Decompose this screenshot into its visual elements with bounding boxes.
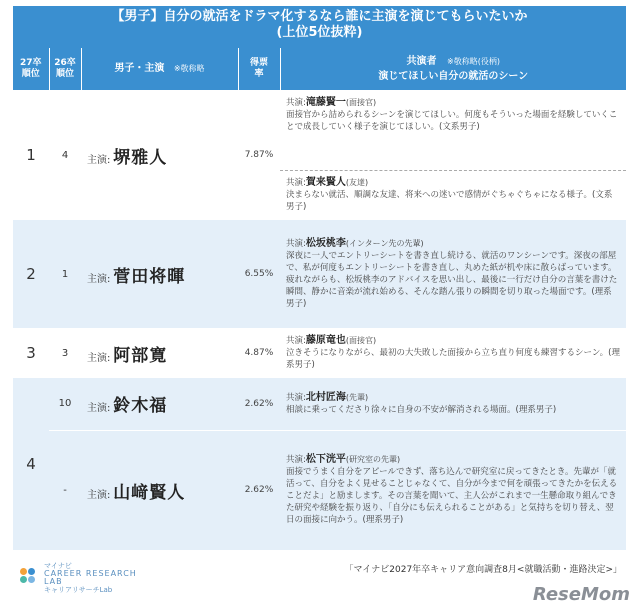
costar-name: 賀来賢人 (305, 177, 346, 188)
costar-role: (面接官) (345, 98, 377, 107)
actor-cell (81, 90, 238, 220)
costar-role: (インターン先の先輩) (345, 239, 424, 248)
scene-text: 面接でうまく自分をアピールできず、落ち込んで研究室に戻ってきたとき。先輩が「就活って、自分をよく見せることじゃなくて、自分が今まで何を頑張ってきたかを伝えることだよ」と励まします。その言葉を聞いて、主人公がこれまで一生懸命取り組んできた研究や経験を振り返り、「自分にも伝えられることがある」と気持ちを切り替え、翌日の面接に向かう。(理系男子) (286, 467, 618, 526)
header-actor-main: 男子・主演 (114, 63, 165, 74)
table-row (13, 328, 626, 378)
costar-block (280, 170, 626, 216)
rank27-cell: 3 (13, 328, 49, 378)
table-row (13, 378, 626, 430)
table-header-row (13, 48, 626, 90)
rank26-cell: 4 (49, 90, 81, 220)
costar-name: 松坂桃李 (305, 238, 346, 249)
costar-cell (280, 90, 626, 220)
header-costar-main: 共演者 (406, 56, 437, 67)
rank26-cell: 1 (49, 220, 81, 328)
score-cell: 4.87% (238, 328, 280, 378)
costar-cell (280, 220, 626, 328)
table-row (13, 220, 626, 328)
ranking-panel (13, 6, 626, 551)
logo-line1: CAREER RESEARCH (44, 569, 137, 578)
costar-label: 共演: (286, 178, 306, 188)
logo-line3: キャリアリサーチLab (44, 586, 113, 594)
actor-name: 菅田将暉 (113, 266, 186, 287)
scene-text: 相談に乗ってくださり徐々に自身の不安が解消される場面。(理系男子) (286, 404, 557, 415)
title-line-2: (上位5位抜粋) (276, 25, 363, 40)
logo-small-text: マイナビ (44, 562, 72, 570)
source-citation: 「マイナビ2027年卒キャリア意向調査8月<就職活動・進路決定>」 (344, 565, 622, 575)
costar-name: 藤原竜也 (305, 335, 346, 346)
costar-cell (280, 378, 626, 430)
title-line-1: 【男子】自分の就活をドラマ化するなら誰に主演を演じてもらいたいか (111, 9, 528, 24)
header-costar-line2: 演じてほしい自分の就活のシーン (378, 71, 529, 82)
scene-text: 決まらない就活、順調な友達、将来への迷いで感情がぐちゃぐちゃになる様子。(文系男子) (286, 190, 613, 212)
costar-label: 共演: (286, 392, 306, 403)
actor-name: 山﨑賢人 (113, 482, 186, 503)
costar-label: 共演: (286, 336, 306, 346)
costar-role: (面接官) (345, 336, 377, 345)
costar-label: 共演: (286, 455, 306, 466)
scene-text: 面接官から詰められるシーンを演じてほしい。何度もそういった場面を経験していくことで成長していく様子を演じてほしい。(文系男子) (286, 110, 618, 132)
actor-label: 主演: (87, 352, 111, 364)
header-actor-note: ※敬称略 (173, 64, 205, 73)
costar-label: 共演: (286, 98, 306, 108)
career-research-lab-logo (20, 562, 137, 594)
actor-label: 主演: (87, 273, 111, 285)
costar-label: 共演: (286, 239, 306, 249)
header-costar (280, 48, 626, 90)
costar-name: 松下洸平 (305, 454, 346, 466)
header-actor (81, 48, 238, 90)
header-score-line1: 得票 (249, 58, 268, 68)
header-rank27-line1: 27卒 (19, 58, 42, 68)
costar-role: (先輩) (345, 392, 369, 402)
actor-cell (81, 378, 238, 430)
table-title (13, 6, 626, 48)
footer (0, 556, 640, 613)
rank26-cell: 3 (49, 328, 81, 378)
header-rank27 (13, 48, 49, 90)
header-rank26-line1: 26卒 (54, 58, 76, 68)
rank27-cell: 2 (13, 220, 49, 328)
scene-text: 泣きそうになりながら、最初の大失敗した面接から立ち直り何度も練習するシーン。(理系男子) (286, 348, 620, 370)
header-score-line2: 率 (254, 69, 264, 79)
rank27-cell: 1 (13, 90, 49, 220)
table-row (13, 430, 626, 550)
costar-name: 滝藤賢一 (305, 97, 346, 108)
actor-name: 堺雅人 (113, 147, 168, 168)
scene-text: 深夜に一人でエントリーシートを書き直し続ける、就活のワンシーンです。深夜の部屋で、私が何度もエントリーシートを書き直し、丸めた紙が机や床に散らばっています。疲れながらも、松坂桃李のアドバイスを思い出し、最後に一行だけ自分の言葉を書けた瞬間、静かに音楽が流れ始める、そんな踏ん張りの瞬間を切り取った場面です。(理系男子) (286, 251, 618, 309)
actor-name: 阿部寛 (113, 345, 168, 366)
costar-name: 北村匠海 (305, 391, 346, 403)
actor-cell (81, 430, 238, 550)
costar-role: (研究室の先輩) (345, 455, 401, 465)
ranking-table (13, 48, 626, 551)
actor-cell (81, 328, 238, 378)
costar-cell (280, 430, 626, 550)
header-costar-note: ※敬称略(役柄) (447, 57, 500, 66)
score-cell: 2.62% (238, 378, 280, 430)
costar-role: (友達) (345, 178, 369, 187)
header-rank27-line2: 順位 (21, 69, 40, 79)
actor-name: 鈴木福 (113, 396, 168, 417)
costar-cell (280, 328, 626, 378)
rank27-cell: 4 (13, 378, 49, 550)
logo-dots-icon (20, 568, 40, 588)
rank26-cell: 10 (49, 378, 81, 430)
rank26-cell: - (49, 430, 81, 550)
actor-label: 主演: (87, 403, 111, 415)
actor-label: 主演: (87, 489, 111, 501)
score-cell: 7.87% (238, 90, 280, 220)
actor-cell (81, 220, 238, 328)
header-score (238, 48, 280, 90)
resemom-watermark: ReseMom (532, 584, 630, 605)
header-rank26-line2: 順位 (55, 69, 74, 79)
table-row (13, 90, 626, 220)
costar-block (280, 94, 626, 170)
logo-line2: LAB (44, 577, 63, 586)
score-cell: 2.62% (238, 430, 280, 550)
header-rank26 (49, 48, 81, 90)
actor-label: 主演: (87, 154, 111, 166)
score-cell: 6.55% (238, 220, 280, 328)
